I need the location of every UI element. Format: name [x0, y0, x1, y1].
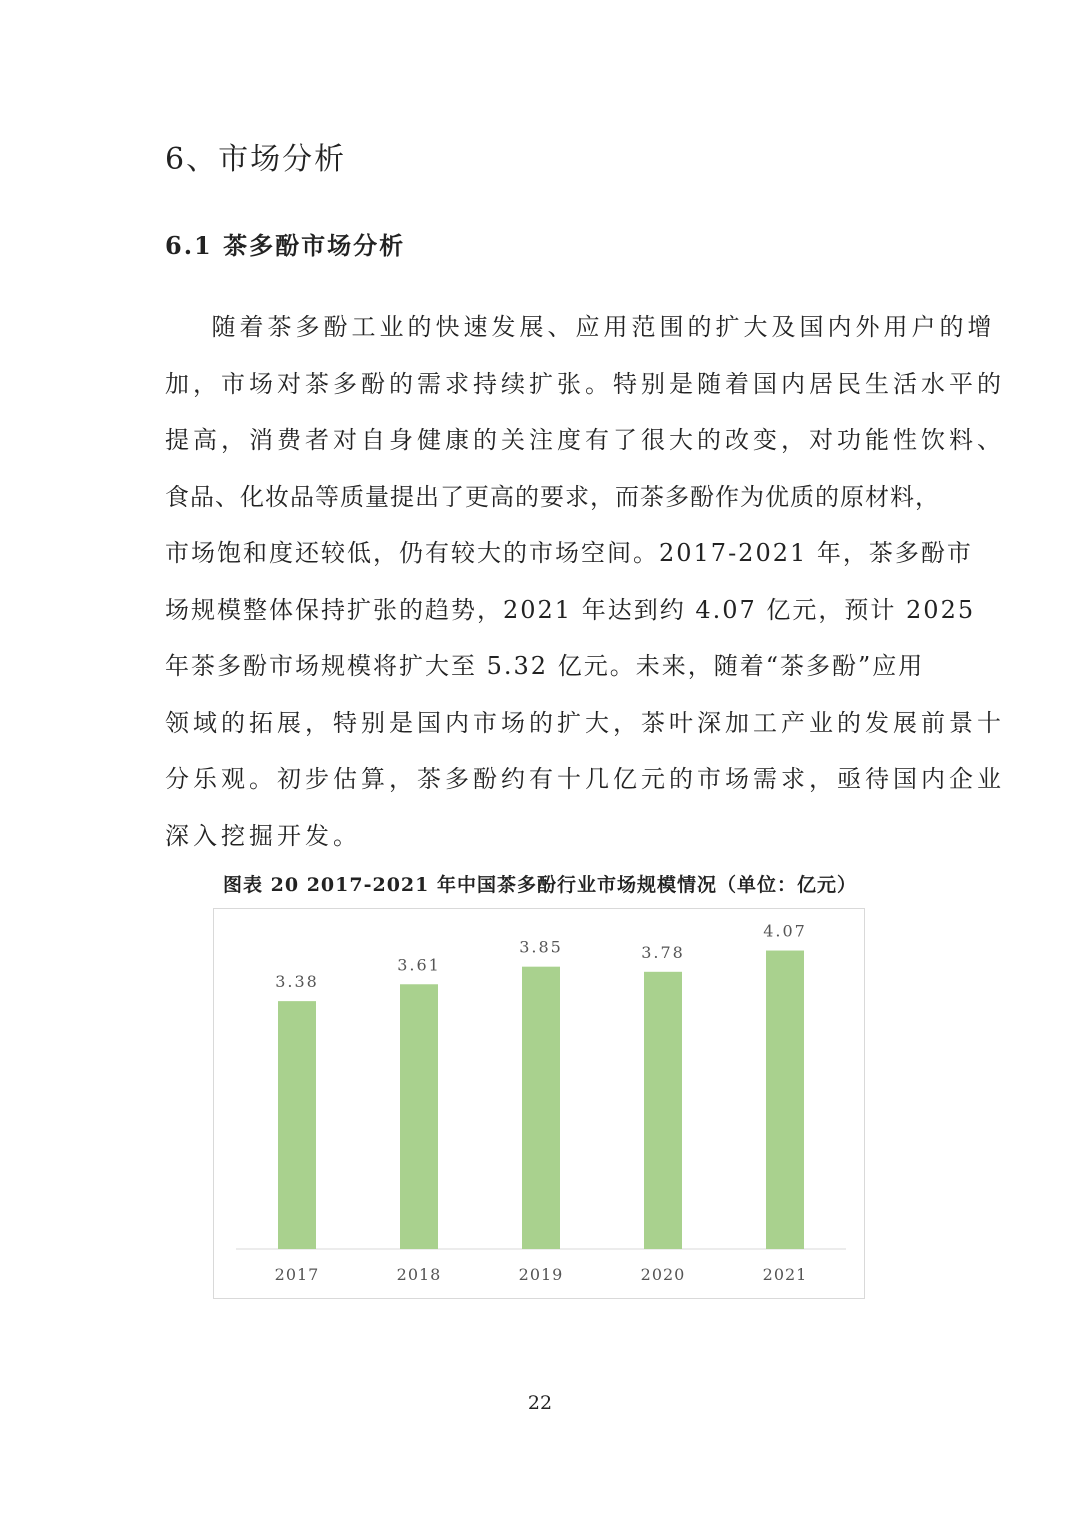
page-number: 22	[527, 1392, 553, 1414]
x-tick-label-2021: 2021	[762, 1265, 808, 1284]
section-heading: 6、市场分析	[165, 142, 347, 177]
data-label-2021: 4.07	[763, 921, 807, 941]
bar-2017	[278, 1001, 316, 1249]
data-label-2018: 3.61	[397, 955, 441, 975]
paragraph-line: 随着茶多酚工业的快速发展、应用范围的扩大及国内外用户的增	[165, 313, 996, 341]
bar-2021	[766, 951, 804, 1249]
x-tick-label-2017: 2017	[274, 1265, 320, 1284]
data-label-2020: 3.78	[641, 942, 685, 962]
bar-2018	[400, 984, 438, 1249]
paragraph-line: 领域的拓展，特别是国内市场的扩大，茶叶深加工产业的发展前景十	[165, 708, 1005, 737]
data-label-2017: 3.38	[275, 972, 319, 992]
paragraph-line: 深入挖掘开发。	[165, 821, 361, 850]
data-label-2019: 3.85	[519, 937, 563, 957]
paragraph-line: 年茶多酚市场规模将扩大至 5.32 亿元。未来，随着“茶多酚”应用	[165, 652, 925, 680]
paragraph-line: 市场饱和度还较低，仍有较大的市场空间。2017-2021 年，茶多酚市	[165, 539, 973, 567]
x-tick-label-2018: 2018	[396, 1265, 442, 1284]
x-tick-label-2020: 2020	[640, 1265, 686, 1284]
bar-2019	[522, 967, 560, 1249]
paragraph-line: 食品、化妆品等质量提出了更高的要求，而茶多酚作为优质的原材料，	[165, 482, 940, 511]
figure-caption: 图表 20 2017-2021 年中国茶多酚行业市场规模情况（单位：亿元）	[223, 874, 857, 896]
body-paragraph	[165, 304, 1005, 869]
bar-chart-svg	[214, 909, 864, 1298]
bar-2020	[644, 972, 682, 1249]
subsection-heading: 6.1 茶多酚市场分析	[165, 231, 406, 260]
bar-chart	[213, 908, 865, 1299]
paragraph-line: 场规模整体保持扩张的趋势，2021 年达到约 4.07 亿元，预计 2025	[165, 595, 976, 624]
paragraph-line: 加，市场对茶多酚的需求持续扩张。特别是随着国内居民生活水平的	[165, 369, 1005, 398]
paragraph-line: 分乐观。初步估算，茶多酚约有十几亿元的市场需求，亟待国内企业	[165, 765, 1005, 793]
paragraph-line: 提高，消费者对自身健康的关注度有了很大的改变，对功能性饮料、	[165, 426, 1005, 454]
x-tick-label-2019: 2019	[518, 1265, 564, 1284]
